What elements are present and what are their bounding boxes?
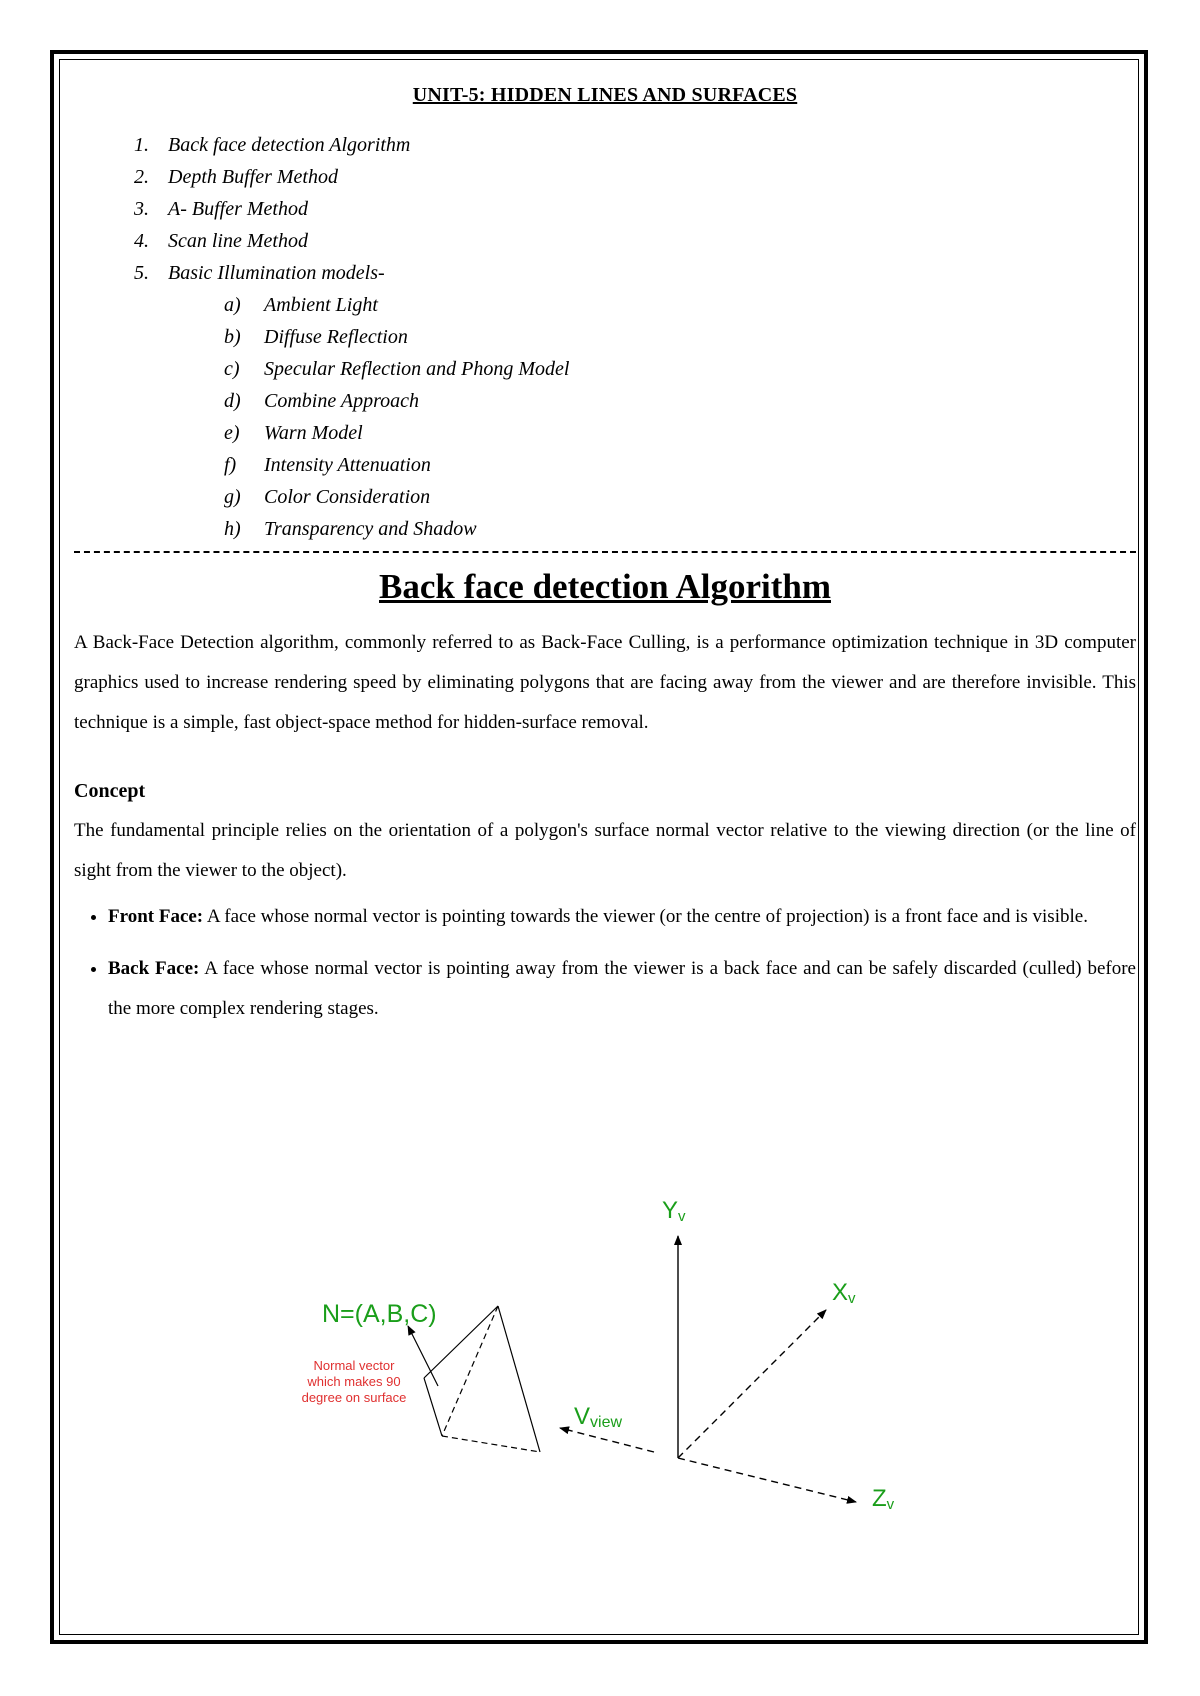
concept-paragraph: The fundamental principle relies on the orientation of a polygon's surface normal vector relative to the viewing direction (or the line of sight from the viewer to the object).: [74, 820, 1136, 881]
z-axis-letter: Z: [872, 1485, 887, 1512]
pyramid-edge: [424, 1378, 442, 1436]
x-axis-line: [678, 1310, 826, 1458]
subtopic-label: Intensity Attenuation: [264, 454, 431, 476]
view-vector-label: [574, 1403, 622, 1431]
view-vector-letter: V: [574, 1403, 591, 1430]
topic-item: 2. Depth Buffer Method: [154, 161, 1136, 193]
view-vector-line: [560, 1428, 654, 1452]
z-axis-line: [678, 1458, 856, 1502]
y-axis-letter: Y: [662, 1197, 679, 1224]
normal-vector-line: [408, 1326, 438, 1386]
intro-paragraph: A Back-Face Detection algorithm, commonly referred to as Back-Face Culling, is a performance optimization technique in 3D computer graphics used to increase rendering speed by eliminating polygons that are facing away from the viewer and are therefore invisible. This technique is a simple, fast object-space method for hidden-surface removal.: [74, 632, 1136, 733]
subtopic-marker: g): [224, 486, 241, 508]
subtopic-marker: f): [224, 454, 237, 476]
normal-note-line: which makes 90: [307, 1374, 401, 1389]
x-axis-letter: X: [832, 1279, 849, 1306]
bullet-text: A face whose normal vector is pointing away from the viewer is a back face and can be safely discarded (culled) before the more complex rendering stages.: [108, 958, 1136, 1019]
subtopic-marker: c): [224, 358, 240, 380]
z-axis-subscript: v: [886, 1496, 895, 1513]
subtopic-marker: e): [224, 422, 240, 444]
topic-item: 3. A- Buffer Method: [154, 193, 1136, 225]
y-axis-subscript: v: [678, 1208, 686, 1225]
subtopic-label: Specular Reflection and Phong Model: [264, 358, 570, 380]
subtopic-label: Combine Approach: [264, 390, 419, 412]
y-axis-label: [662, 1197, 686, 1225]
subtopic-label: Warn Model: [264, 422, 363, 444]
view-vector-subscript: view: [590, 1414, 623, 1431]
subtopic-label: Ambient Light: [264, 294, 378, 316]
pyramid-edge: [498, 1306, 540, 1452]
topic-item: 1. Back face detection Algorithm: [154, 129, 1136, 161]
subtopic-marker: b): [224, 326, 241, 348]
subtopic-marker: d): [224, 390, 241, 412]
topic-item-label: Basic Illumination models-: [168, 262, 385, 284]
unit-title: UNIT-5: HIDDEN LINES AND SURFACES: [412, 84, 798, 106]
subtopic-label: Transparency and Shadow: [264, 518, 477, 540]
subtopic-marker: h): [224, 518, 241, 540]
bullet-term: Back Face:: [108, 958, 200, 979]
subtopic-label: Color Consideration: [264, 486, 431, 508]
subtopic-label: Diffuse Reflection: [264, 326, 408, 348]
pyramid-edge: [442, 1306, 498, 1436]
bullet-term: Front Face:: [108, 906, 204, 927]
concept-heading: Concept: [74, 780, 146, 802]
x-axis-label: [832, 1279, 856, 1307]
x-axis-subscript: v: [848, 1290, 856, 1307]
normal-note-line: Normal vector: [313, 1358, 395, 1373]
bullet-text: A face whose normal vector is pointing towards the viewer (or the centre of projection) is a front face and is visible.: [203, 906, 1088, 927]
subtopic-marker: a): [224, 294, 241, 316]
z-axis-label: [872, 1485, 895, 1513]
topic-item: 4. Scan line Method: [154, 225, 1136, 257]
normal-note-line: degree on surface: [301, 1390, 407, 1405]
pyramid-edge: [442, 1436, 540, 1452]
section-title: Back face detection Algorithm: [379, 567, 831, 606]
normal-label: N=(A,B,C): [322, 1300, 437, 1328]
